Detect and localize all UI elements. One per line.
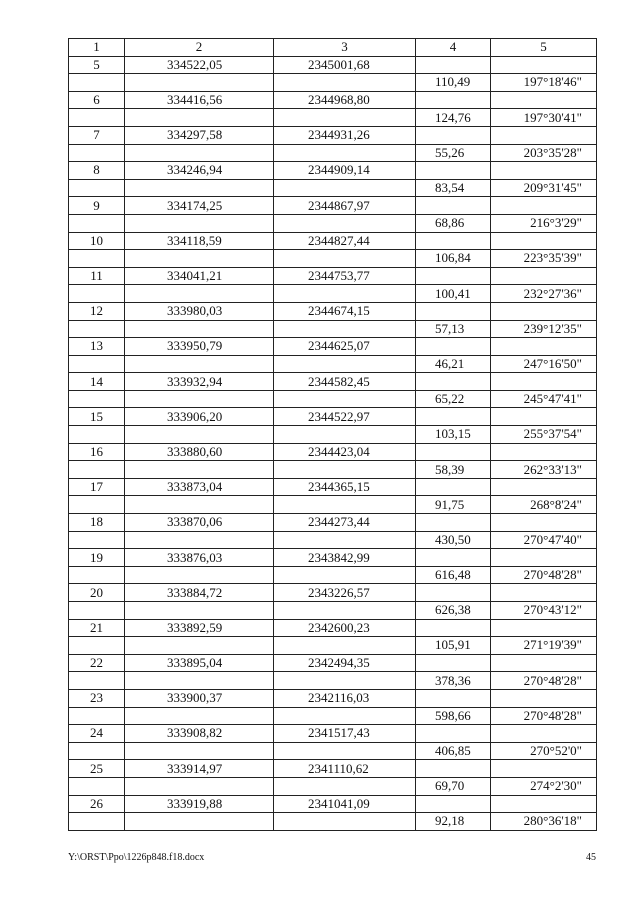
table-cell: 7 — [69, 126, 125, 144]
table-cell: 91,75 — [416, 496, 491, 514]
table-cell: 334174,25 — [125, 197, 274, 215]
table-cell — [69, 355, 125, 373]
table-header-row — [69, 39, 597, 57]
table-cell — [416, 232, 491, 250]
table-cell — [416, 584, 491, 602]
table-cell — [125, 179, 274, 197]
table-cell: 270°48'28" — [491, 707, 597, 725]
table-cell — [125, 144, 274, 162]
table-cell: 626,38 — [416, 602, 491, 620]
table-row — [69, 566, 597, 584]
table-cell: 2344931,26 — [274, 126, 416, 144]
table-cell: 406,85 — [416, 742, 491, 760]
table-cell — [416, 162, 491, 180]
table-cell: 6 — [69, 91, 125, 109]
table-cell — [416, 654, 491, 672]
table-cell — [69, 777, 125, 795]
table-cell — [125, 109, 274, 127]
table-cell: 270°43'12" — [491, 602, 597, 620]
table-cell: 2344968,80 — [274, 91, 416, 109]
table-cell — [491, 443, 597, 461]
table-cell: 2343226,57 — [274, 584, 416, 602]
table-cell: 333932,94 — [125, 373, 274, 391]
table-cell: 68,86 — [416, 214, 491, 232]
table-cell — [274, 74, 416, 92]
table-row — [69, 813, 597, 831]
table-cell — [491, 795, 597, 813]
table-cell — [69, 426, 125, 444]
table-row — [69, 144, 597, 162]
table-cell: 334416,56 — [125, 91, 274, 109]
table-cell: 16 — [69, 443, 125, 461]
table-cell — [274, 742, 416, 760]
table-row — [69, 74, 597, 92]
table-cell — [69, 250, 125, 268]
table-cell: 197°30'41" — [491, 109, 597, 127]
table-cell — [125, 496, 274, 514]
table-row — [69, 619, 597, 637]
table-cell: 334041,21 — [125, 267, 274, 285]
table-cell: 333876,03 — [125, 549, 274, 567]
table-cell: 280°36'18" — [491, 813, 597, 831]
table-cell: 83,54 — [416, 179, 491, 197]
table-cell — [274, 531, 416, 549]
table-row — [69, 179, 597, 197]
table-cell — [416, 549, 491, 567]
table-cell: 2344753,77 — [274, 267, 416, 285]
table-cell — [274, 355, 416, 373]
table-row — [69, 91, 597, 109]
table-cell — [274, 461, 416, 479]
table-cell — [491, 689, 597, 707]
table-cell: 197°18'46" — [491, 74, 597, 92]
table-cell: 110,49 — [416, 74, 491, 92]
table-row — [69, 602, 597, 620]
header-cell: 5 — [491, 39, 597, 57]
table-cell: 2344674,15 — [274, 302, 416, 320]
table-cell — [274, 602, 416, 620]
table-cell — [416, 91, 491, 109]
table-cell — [491, 232, 597, 250]
table-row — [69, 56, 597, 74]
table-cell — [416, 338, 491, 356]
table-cell — [416, 126, 491, 144]
table-cell: 334522,05 — [125, 56, 274, 74]
table-cell — [274, 672, 416, 690]
table-cell: 25 — [69, 760, 125, 778]
table-cell — [69, 461, 125, 479]
table-cell — [125, 355, 274, 373]
table-cell: 105,91 — [416, 637, 491, 655]
table-cell — [491, 408, 597, 426]
table-cell: 15 — [69, 408, 125, 426]
table-cell — [69, 566, 125, 584]
header-cell: 1 — [69, 39, 125, 57]
table-cell: 255°37'54" — [491, 426, 597, 444]
table-cell — [491, 267, 597, 285]
table-cell — [125, 602, 274, 620]
table-cell: 5 — [69, 56, 125, 74]
table-row — [69, 707, 597, 725]
table-cell — [491, 584, 597, 602]
table-cell — [274, 179, 416, 197]
table-row — [69, 267, 597, 285]
table-cell — [416, 197, 491, 215]
table-cell — [274, 109, 416, 127]
table-row — [69, 637, 597, 655]
table-row — [69, 777, 597, 795]
table-row — [69, 672, 597, 690]
table-cell: 100,41 — [416, 285, 491, 303]
table-cell: 92,18 — [416, 813, 491, 831]
table-cell: 2341517,43 — [274, 725, 416, 743]
table-cell: 333919,88 — [125, 795, 274, 813]
table-cell: 2343842,99 — [274, 549, 416, 567]
table-row — [69, 390, 597, 408]
table-cell: 11 — [69, 267, 125, 285]
table-cell — [491, 654, 597, 672]
table-cell: 270°47'40" — [491, 531, 597, 549]
table-cell: 333880,60 — [125, 443, 274, 461]
table-cell: 333908,82 — [125, 725, 274, 743]
table-cell: 24 — [69, 725, 125, 743]
table-cell — [125, 742, 274, 760]
table-row — [69, 584, 597, 602]
footer-file-path: Y:\ORST\Ppo\1226p848.f18.docx — [68, 852, 205, 863]
table-cell — [274, 320, 416, 338]
table-row — [69, 496, 597, 514]
table-cell — [416, 267, 491, 285]
table-cell — [491, 162, 597, 180]
table-row — [69, 689, 597, 707]
table-row — [69, 760, 597, 778]
table-cell: 9 — [69, 197, 125, 215]
table-cell — [69, 214, 125, 232]
table-cell — [125, 214, 274, 232]
header-cell: 3 — [274, 39, 416, 57]
table-cell — [125, 637, 274, 655]
table-cell — [69, 496, 125, 514]
table-cell: 209°31'45" — [491, 179, 597, 197]
table-row — [69, 197, 597, 215]
table-row — [69, 302, 597, 320]
table-row — [69, 373, 597, 391]
table-cell: 271°19'39" — [491, 637, 597, 655]
table-row — [69, 232, 597, 250]
table-cell — [69, 672, 125, 690]
table-cell — [274, 250, 416, 268]
table-row — [69, 426, 597, 444]
table-cell — [69, 109, 125, 127]
table-cell — [491, 549, 597, 567]
table-cell: 334246,94 — [125, 162, 274, 180]
table-cell: 19 — [69, 549, 125, 567]
table-cell: 262°33'13" — [491, 461, 597, 479]
header-cell: 2 — [125, 39, 274, 57]
table-cell — [491, 373, 597, 391]
table-cell — [125, 74, 274, 92]
table-cell — [274, 777, 416, 795]
table-cell: 378,36 — [416, 672, 491, 690]
table-cell: 223°35'39" — [491, 250, 597, 268]
table-cell: 2344423,04 — [274, 443, 416, 461]
table-cell — [69, 179, 125, 197]
table-cell: 17 — [69, 478, 125, 496]
table-cell: 616,48 — [416, 566, 491, 584]
table-cell — [416, 56, 491, 74]
table-cell — [274, 813, 416, 831]
table-cell: 12 — [69, 302, 125, 320]
footer-page-number: 45 — [586, 852, 596, 863]
table-row — [69, 531, 597, 549]
table-cell — [491, 302, 597, 320]
table-cell — [125, 566, 274, 584]
table-cell: 270°52'0" — [491, 742, 597, 760]
table-row — [69, 109, 597, 127]
table-cell — [274, 496, 416, 514]
table-cell — [69, 707, 125, 725]
table-cell — [491, 91, 597, 109]
table-cell: 65,22 — [416, 390, 491, 408]
table-cell: 333884,72 — [125, 584, 274, 602]
table-cell: 58,39 — [416, 461, 491, 479]
table-cell: 2342600,23 — [274, 619, 416, 637]
table-cell — [125, 250, 274, 268]
table-row — [69, 250, 597, 268]
table-cell: 598,66 — [416, 707, 491, 725]
table-cell — [125, 777, 274, 795]
table-cell — [491, 514, 597, 532]
table-row — [69, 338, 597, 356]
table-cell — [125, 461, 274, 479]
table-cell: 18 — [69, 514, 125, 532]
table-row — [69, 725, 597, 743]
table-cell: 26 — [69, 795, 125, 813]
table-cell: 2344365,15 — [274, 478, 416, 496]
table-cell: 106,84 — [416, 250, 491, 268]
table-cell: 46,21 — [416, 355, 491, 373]
table-cell: 334297,58 — [125, 126, 274, 144]
table-row — [69, 654, 597, 672]
table-row — [69, 285, 597, 303]
table-cell: 203°35'28" — [491, 144, 597, 162]
table-cell: 55,26 — [416, 144, 491, 162]
table-cell: 333892,59 — [125, 619, 274, 637]
table-cell: 10 — [69, 232, 125, 250]
table-cell: 2342494,35 — [274, 654, 416, 672]
table-cell — [416, 619, 491, 637]
table-body — [69, 56, 597, 830]
table-cell: 216°3'29" — [491, 214, 597, 232]
table-cell — [125, 531, 274, 549]
table-cell — [491, 725, 597, 743]
table-cell — [416, 760, 491, 778]
table-cell — [274, 390, 416, 408]
table-cell — [274, 566, 416, 584]
table-cell: 245°47'41" — [491, 390, 597, 408]
table-cell: 23 — [69, 689, 125, 707]
table-cell — [491, 56, 597, 74]
table-cell: 333950,79 — [125, 338, 274, 356]
table-cell: 333895,04 — [125, 654, 274, 672]
table-cell: 333900,37 — [125, 689, 274, 707]
table-cell — [69, 531, 125, 549]
table-row — [69, 461, 597, 479]
table-cell: 333980,03 — [125, 302, 274, 320]
table-cell: 333870,06 — [125, 514, 274, 532]
table-row — [69, 514, 597, 532]
table-cell — [491, 197, 597, 215]
table-cell — [125, 390, 274, 408]
table-cell — [491, 760, 597, 778]
table-cell — [274, 144, 416, 162]
table-cell: 2345001,68 — [274, 56, 416, 74]
table-cell: 2344867,97 — [274, 197, 416, 215]
table-row — [69, 355, 597, 373]
table-row — [69, 478, 597, 496]
table-cell: 22 — [69, 654, 125, 672]
table-cell — [69, 742, 125, 760]
table-cell: 2344625,07 — [274, 338, 416, 356]
table-cell — [69, 813, 125, 831]
table-cell: 270°48'28" — [491, 566, 597, 584]
table-cell: 2341110,62 — [274, 760, 416, 778]
table-cell: 21 — [69, 619, 125, 637]
table-cell — [125, 426, 274, 444]
table-cell — [416, 514, 491, 532]
table-cell — [274, 426, 416, 444]
table-cell: 274°2'30" — [491, 777, 597, 795]
table-cell — [416, 443, 491, 461]
table-cell — [416, 302, 491, 320]
table-row — [69, 320, 597, 338]
table-cell: 103,15 — [416, 426, 491, 444]
table-row — [69, 549, 597, 567]
table-cell — [125, 707, 274, 725]
table-cell — [416, 373, 491, 391]
table-cell — [69, 285, 125, 303]
table-cell — [274, 214, 416, 232]
table-cell: 333906,20 — [125, 408, 274, 426]
table-cell: 232°27'36" — [491, 285, 597, 303]
table-cell — [69, 144, 125, 162]
table-cell — [69, 74, 125, 92]
table-cell: 333914,97 — [125, 760, 274, 778]
table-cell — [416, 689, 491, 707]
table-cell: 2344582,45 — [274, 373, 416, 391]
table-cell: 239°12'35" — [491, 320, 597, 338]
table-cell: 430,50 — [416, 531, 491, 549]
table-row — [69, 126, 597, 144]
table-cell: 124,76 — [416, 109, 491, 127]
table-row — [69, 214, 597, 232]
table-cell — [416, 408, 491, 426]
table-cell — [416, 478, 491, 496]
table-row — [69, 443, 597, 461]
table-cell — [125, 320, 274, 338]
table-cell: 8 — [69, 162, 125, 180]
table-cell: 20 — [69, 584, 125, 602]
table-cell: 69,70 — [416, 777, 491, 795]
table-cell: 270°48'28" — [491, 672, 597, 690]
table-row — [69, 742, 597, 760]
table-cell: 2342116,03 — [274, 689, 416, 707]
table-row — [69, 795, 597, 813]
table-cell — [125, 285, 274, 303]
table-cell: 14 — [69, 373, 125, 391]
table-cell: 334118,59 — [125, 232, 274, 250]
table-cell: 333873,04 — [125, 478, 274, 496]
table-cell: 57,13 — [416, 320, 491, 338]
table-cell: 13 — [69, 338, 125, 356]
table-row — [69, 162, 597, 180]
table-cell: 2344273,44 — [274, 514, 416, 532]
table-cell — [274, 707, 416, 725]
table-cell — [416, 795, 491, 813]
table-cell — [125, 672, 274, 690]
table-cell: 2344827,44 — [274, 232, 416, 250]
table-cell — [125, 813, 274, 831]
table-cell: 247°16'50" — [491, 355, 597, 373]
table-cell — [416, 725, 491, 743]
table-cell — [491, 478, 597, 496]
table-cell — [491, 126, 597, 144]
table-cell: 268°8'24" — [491, 496, 597, 514]
table-cell — [69, 390, 125, 408]
table-cell — [274, 637, 416, 655]
coordinates-table — [68, 38, 597, 831]
table-cell: 2344909,14 — [274, 162, 416, 180]
table-cell — [274, 285, 416, 303]
table-cell: 2344522,97 — [274, 408, 416, 426]
table-cell — [491, 619, 597, 637]
table-row — [69, 408, 597, 426]
header-cell: 4 — [416, 39, 491, 57]
table-cell — [491, 338, 597, 356]
table-cell — [69, 637, 125, 655]
table-cell: 2341041,09 — [274, 795, 416, 813]
table-cell — [69, 320, 125, 338]
table-cell — [69, 602, 125, 620]
